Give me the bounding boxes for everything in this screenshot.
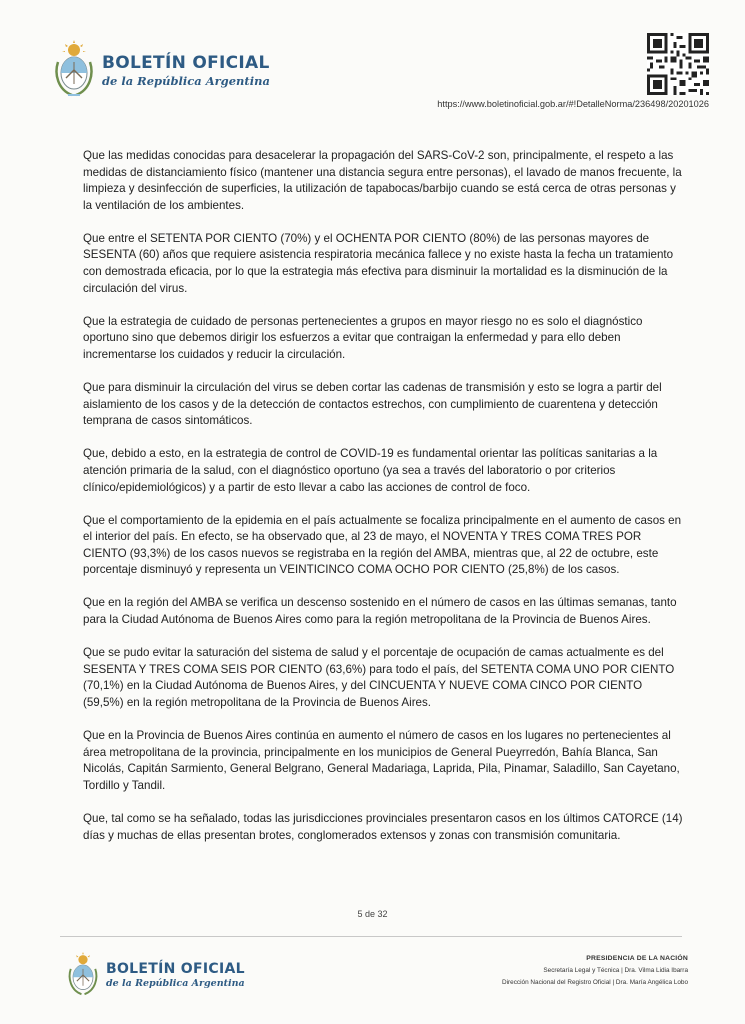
page-header [0,0,745,120]
paragraph: Que se pudo evitar la saturación del sistema de salud y el porcentaje de ocupación de camas actualmente es del SESENTA Y TRES COMA SEIS POR CIENTO (63,6%) para todo el país, del SETENTA COMA UNO POR CIENTO (70,1%) en la Ciudad Autónoma de Buenos Aires, y del CINCUENTA Y NUEVE COMA CINCO POR CIENTO (59,5%) en la región metropolitana de la Provincia de Buenos Aires. [83,646,675,709]
header-logo[interactable] [52,40,270,100]
credit-line: Dirección Nacional del Registro Oficial | Dra. María Angélica Lobo [501,979,688,986]
logo-title: BOLETÍN OFICIAL [102,52,270,73]
footer-logo[interactable] [66,952,245,998]
footer-logo-title: BOLETÍN OFICIAL [106,961,245,977]
paragraph: Que para disminuir la circulación del virus se deben cortar las cadenas de transmisión y esto se logra a partir del aislamiento de los casos y de la detección de contactos estrechos, con cumplimiento de cuarentena y detección temprana de casos sintomáticos. [83,381,662,428]
logo-subtitle: de la República Argentina [102,73,270,88]
document-body [83,148,683,861]
qr-code-icon [647,33,709,95]
coat-of-arms-icon [66,952,100,998]
paragraph: Que la estrategia de cuidado de personas pertenecientes a grupos en mayor riesgo no es solo el diagnóstico oportuno sino que debemos dirigir los esfuerzos a evitar que contraigan la enfermedad y para ello deben incrementarse los cuidados y reducir la circulación. [83,314,643,361]
paragraph: Que en la Provincia de Buenos Aires continúa en aumento el número de casos en los lugares no pertenecientes al área metropolitana de la provincia, principalmente en los municipios de General Pueyrredón, Bahía Blanca, San Nicolás, Capitán Sarmiento, General Belgrano, General Madariaga, Laprida, Pila, Pinamar, Saladillo, San Cayetano, Tordillo y Tandil. [83,729,680,792]
footer-credits [502,953,688,989]
paragraph: Que en la región del AMBA se verifica un descenso sostenido en el número de casos en las últimas semanas, tanto para la Ciudad Autónoma de Buenos Aires como para la región metropolitana de la Provincia de Buenos Aires. [83,596,677,627]
paragraph: Que, tal como se ha señalado, todas las jurisdicciones provinciales presentaron casos en los últimos CATORCE (14) días y muchas de ellas presentan brotes, conglomerados extensos y zonas con transmisión comunitaria. [83,811,683,842]
paragraph: Que el comportamiento de la epidemia en el país actualmente se focaliza principalmente en el aumento de casos en el interior del país. En efecto, se ha observado que, al 23 de mayo, el NOVENTA Y TRES COMA TRES POR CIENTO (93,3%) de los casos nuevos se registraba en la región del AMBA, mientras que, al 22 de octubre, este porcentaje disminuyó y representa un VEINTICINCO COMA OCHO POR CIENTO (25,8%) de los casos. [83,513,682,577]
footer-logo-subtitle: de la República Argentina [106,978,245,989]
paragraph: Que entre el SETENTA POR CIENTO (70%) y el OCHENTA POR CIENTO (80%) de las personas mayores de SESENTA (60) años que requiere asistencia respiratoria mecánica fallece y no existe hasta la fecha un tratamiento con demostrada eficacia, por lo que la estrategia más efectiva para disminuir la mortalidad es la disminución de la circulación del virus. [83,231,674,295]
footer-divider [60,936,682,937]
presidency-label: PRESIDENCIA DE LA NACIÓN [586,955,688,962]
source-url[interactable]: https://www.boletinoficial.gob.ar/#!DetalleNorma/236498/20201026 [437,99,709,109]
page-number: 5 de 32 [357,909,388,919]
paragraph: Que las medidas conocidas para desacelerar la propagación del SARS-CoV-2 son, principalmente, el respeto a las medidas de distanciamiento físico (mantener una distancia segura entre personas), el lavado de manos frecuente, la limpieza y desinfección de superficies, la utilización de tapabocas/barbijo cuando se está cerca de otras personas y la ventilación de los ambientes. [83,149,682,212]
paragraph: Que, debido a esto, en la estrategia de control de COVID-19 es fundamental orientar las políticas sanitarias a la atención primaria de la salud, con el diagnóstico oportuno (ya sea a través del laboratorio o por criterios clínico/epidemiológicos) y a partir de esto llevar a cabo las acciones de control de foco. [83,447,658,494]
credit-line: Secretaría Legal y Técnica | Dra. Vilma Lidia Ibarra [543,967,688,974]
coat-of-arms-icon [52,40,96,100]
